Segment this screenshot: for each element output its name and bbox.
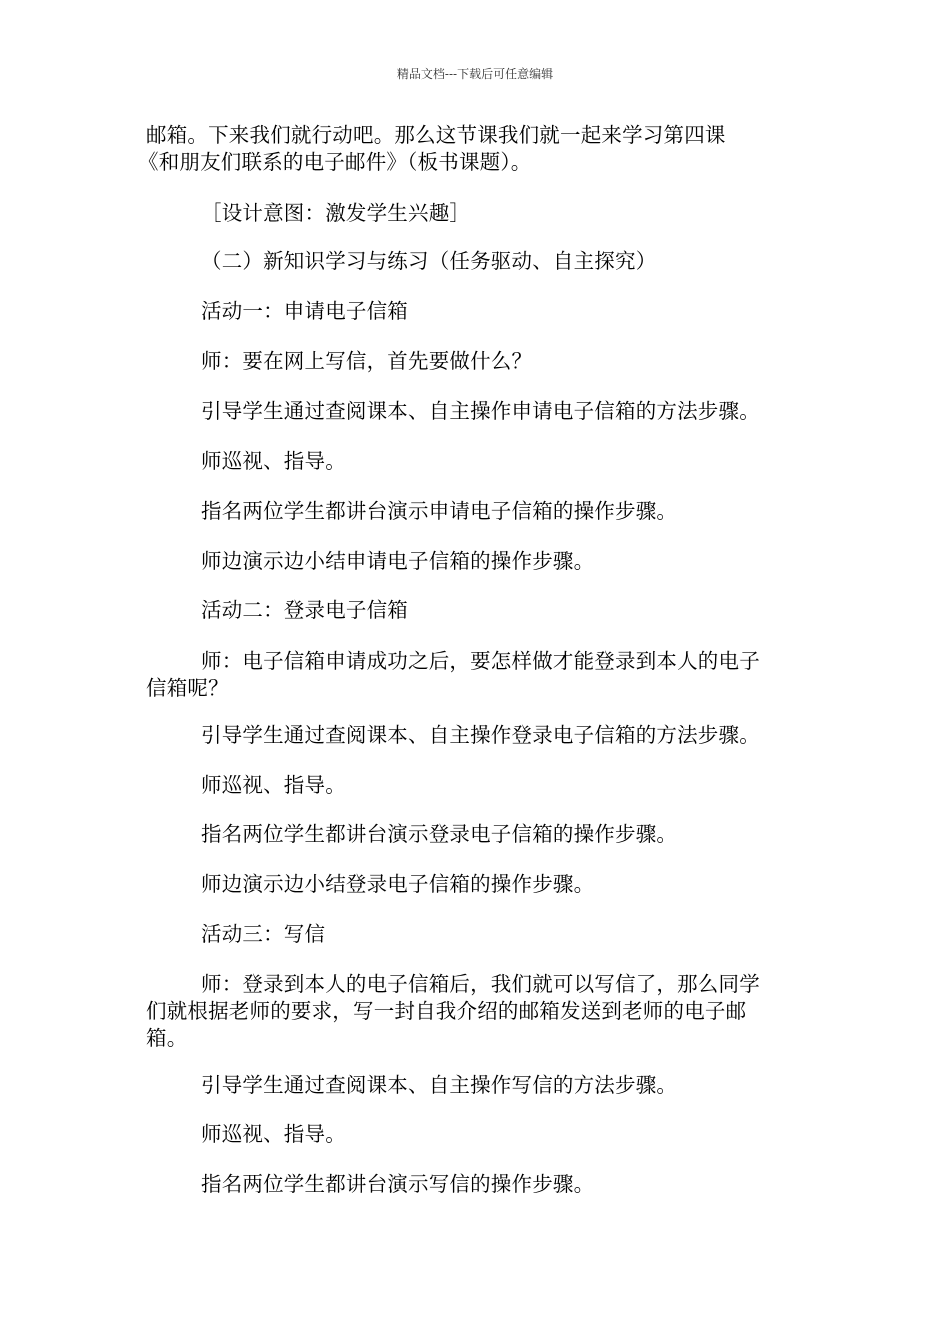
text-line: 箱。 (146, 1026, 188, 1050)
section-heading (146, 248, 656, 275)
paragraph (146, 821, 677, 848)
text-line: 活动三：写信 (201, 922, 326, 946)
paragraph (146, 722, 760, 749)
activity-heading (146, 921, 325, 948)
text-line: ［设计意图：激发学生兴趣］ (201, 201, 471, 225)
paragraph (138, 122, 726, 176)
paragraph (146, 448, 346, 475)
text-line: 师边演示边小结申请电子信箱的操作步骤。 (201, 549, 595, 573)
text-line: （二）新知识学习与练习（任务驱动、自主探究） (201, 249, 657, 273)
text-line: 指名两位学生都讲台演示写信的操作步骤。 (201, 1172, 595, 1196)
activity-heading (146, 298, 408, 325)
activity-heading (146, 597, 408, 624)
text-line: 引导学生通过查阅课本、自主操作登录电子信箱的方法步骤。 (201, 723, 760, 747)
text-line: 活动一：申请电子信箱 (201, 299, 408, 323)
paragraph (146, 1072, 677, 1099)
page-header: 精品文档---下载后可任意编辑 (396, 67, 554, 81)
text-line: 引导学生通过查阅课本、自主操作申请电子信箱的方法步骤。 (201, 399, 760, 423)
text-line: 师巡视、指导。 (201, 449, 346, 473)
paragraph (146, 648, 760, 702)
text-line: 师巡视、指导。 (201, 773, 346, 797)
paragraph (146, 398, 760, 425)
text-line: 们就根据老师的要求，写一封自我介绍的邮箱发送到老师的电子邮 (146, 999, 747, 1023)
text-line: 引导学生通过查阅课本、自主操作写信的方法步骤。 (201, 1073, 678, 1097)
design-intent (146, 200, 470, 227)
paragraph (146, 498, 677, 525)
paragraph (146, 772, 346, 799)
paragraph (146, 1171, 594, 1198)
text-line: 师边演示边小结登录电子信箱的操作步骤。 (201, 872, 595, 896)
text-line: 《和朋友们联系的电子邮件》（板书课题）。 (138, 150, 532, 174)
text-line: 师：要在网上写信，首先要做什么？ (201, 349, 533, 373)
text-line: 指名两位学生都讲台演示登录电子信箱的操作步骤。 (201, 822, 678, 846)
paragraph (146, 871, 594, 898)
paragraph (146, 1121, 346, 1148)
text-line: 邮箱。下来我们就行动吧。那么这节课我们就一起来学习第四课 (146, 123, 726, 147)
text-line: 指名两位学生都讲台演示申请电子信箱的操作步骤。 (201, 499, 678, 523)
text-line: 活动二：登录电子信箱 (201, 598, 408, 622)
paragraph (146, 548, 594, 575)
text-line: 师巡视、指导。 (201, 1122, 346, 1146)
paragraph (146, 971, 760, 1052)
paragraph (146, 348, 532, 375)
text-line: 师：电子信箱申请成功之后，要怎样做才能登录到本人的电子 (201, 649, 760, 673)
text-line: 师：登录到本人的电子信箱后，我们就可以写信了，那么同学 (201, 972, 760, 996)
text-line: 信箱呢？ (146, 676, 229, 700)
